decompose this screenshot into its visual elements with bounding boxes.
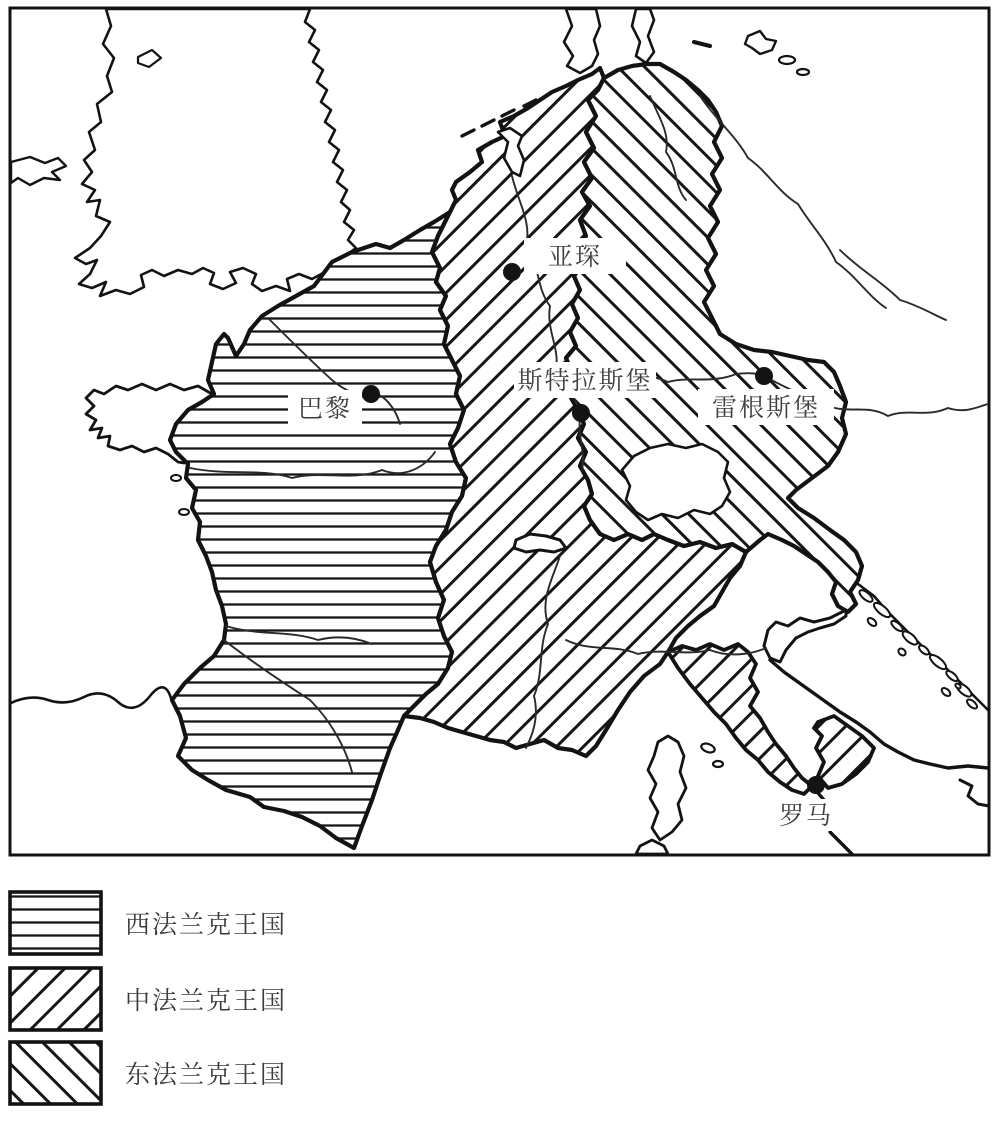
baltic-islet [779,56,795,64]
atlantic-islet [179,509,189,515]
atlantic-islet [171,475,181,481]
tyrrhenian-islet [713,761,723,767]
legend-label-middle: 中法兰克王国 [125,987,288,1015]
alps-foothills-pocket [622,444,730,520]
legend-row-east [0,1040,287,1106]
legend-label-west: 西法兰克王国 [125,911,288,939]
city-dot-paris [362,385,380,403]
legend-label-east: 东法兰克王国 [125,1061,288,1089]
baltic-islet [797,69,809,75]
legend-swatch-diagonal-up [0,966,103,1032]
britain-coastline [75,9,356,296]
city-label-strasbourg: 斯特拉斯堡 [517,367,653,395]
city-dot-aachen [503,263,521,281]
legend-row-west [0,890,287,956]
legend-row-middle [0,966,287,1032]
jutland-coastline [564,9,600,73]
city-label-aachen: 亚琛 [547,243,603,271]
city-dot-rome [807,776,825,794]
city-dot-regensburg [755,367,773,385]
city-label-paris: 巴黎 [297,395,353,423]
city-label-regensburg: 雷根斯堡 [711,394,821,422]
city-label-rome: 罗马 [778,802,834,830]
city-dot-strasbourg [572,404,590,422]
legend-swatch-diagonal-down [0,1040,103,1106]
legend-swatch-horizontal [0,890,103,956]
